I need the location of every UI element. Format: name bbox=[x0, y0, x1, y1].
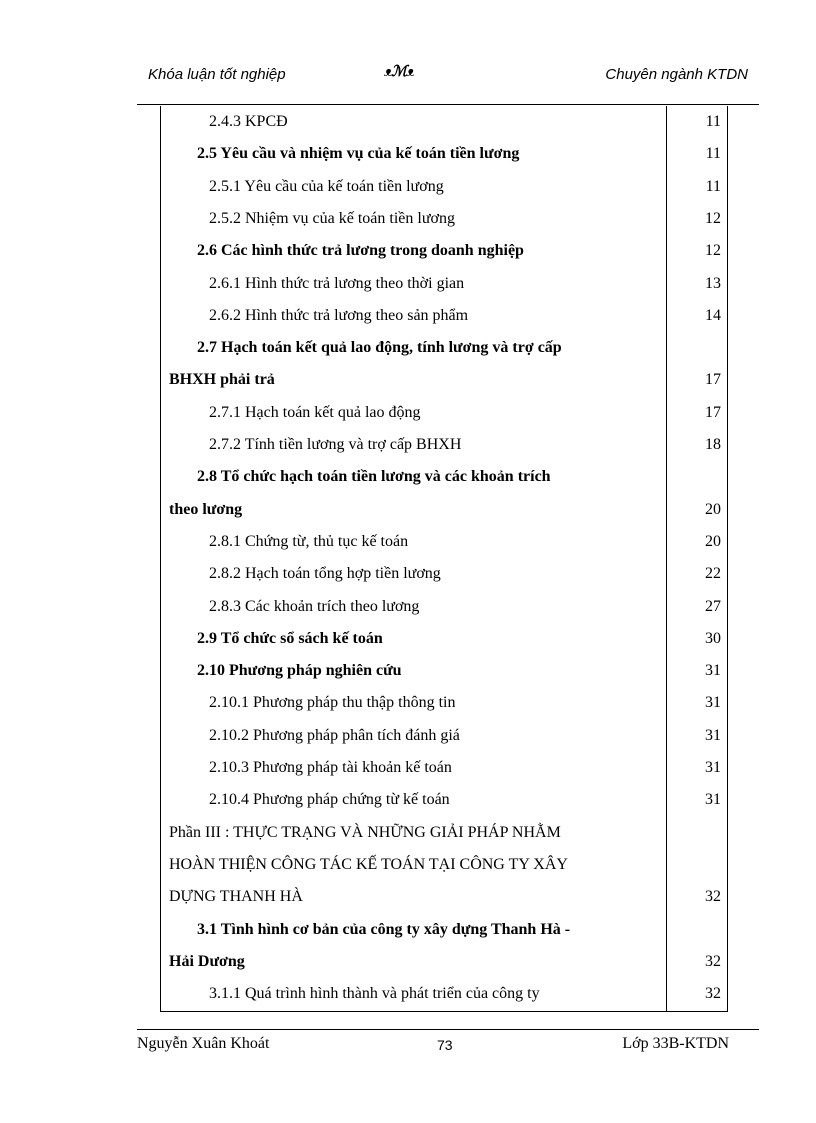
toc-row bbox=[161, 946, 727, 978]
toc-entry-text: DỰNG THANH HÀ bbox=[169, 888, 303, 906]
toc-entry-text: 2.8.3 Các khoản trích theo lương bbox=[209, 597, 420, 615]
toc-entry-text: 2.5 Yêu cầu và nhiệm vụ của kế toán tiền lương bbox=[197, 145, 520, 163]
toc-entry-text: 2.10.1 Phương pháp thu thập thông tin bbox=[209, 694, 456, 712]
toc-row bbox=[161, 558, 727, 590]
footer-rule bbox=[137, 1029, 759, 1030]
toc-entry-page: 31 bbox=[705, 662, 721, 680]
toc-row bbox=[161, 881, 727, 913]
toc-row bbox=[161, 235, 727, 267]
toc-row bbox=[161, 397, 727, 429]
toc-entry-text: 2.8.2 Hạch toán tổng hợp tiền lương bbox=[209, 565, 441, 583]
toc-row bbox=[161, 138, 727, 170]
toc-entry-text: 2.7.1 Hạch toán kết quả lao động bbox=[209, 403, 421, 421]
footer-author: Nguyễn Xuân Khoát bbox=[137, 1035, 270, 1052]
toc-entry-page: 30 bbox=[705, 629, 721, 647]
toc-entry-text: 2.6.1 Hình thức trả lương theo thời gian bbox=[209, 274, 465, 292]
header-ornament: ᴥℳᴥ bbox=[384, 64, 414, 80]
toc-row bbox=[161, 171, 727, 203]
toc-entry-text: 2.6.2 Hình thức trả lương theo sản phẩm bbox=[209, 306, 469, 324]
toc-entry-page: 31 bbox=[705, 694, 721, 712]
toc-entry-text: Hải Dương bbox=[169, 952, 245, 970]
toc-entry-page: 18 bbox=[705, 436, 721, 453]
toc-row bbox=[161, 849, 727, 881]
toc-row bbox=[161, 978, 727, 1010]
toc-entry-page: 17 bbox=[705, 371, 721, 389]
toc-entry-text: 2.7 Hạch toán kết quả lao động, tính lương và trợ cấp bbox=[197, 339, 562, 357]
toc-entry-text: 2.10 Phương pháp nghiên cứu bbox=[197, 662, 402, 680]
toc-row bbox=[161, 623, 727, 655]
toc-row bbox=[161, 494, 727, 526]
toc-row bbox=[161, 203, 727, 235]
table-of-contents bbox=[160, 106, 728, 1012]
toc-row bbox=[161, 526, 727, 558]
toc-row bbox=[161, 106, 727, 138]
toc-entry-page: 17 bbox=[705, 403, 721, 421]
toc-entry-text: 2.8 Tổ chức hạch toán tiền lương và các khoản trích bbox=[197, 468, 551, 486]
toc-entry-text: Phần III : THỰC TRẠNG VÀ NHỮNG GIẢI PHÁP NHẰM bbox=[169, 823, 561, 841]
toc-entry-page: 31 bbox=[705, 759, 721, 776]
toc-entry-page: 27 bbox=[705, 597, 721, 615]
toc-entry-text: 2.5.1 Yêu cầu của kế toán tiền lương bbox=[209, 177, 444, 195]
toc-row bbox=[161, 720, 727, 752]
toc-entry-text: 2.10.2 Phương pháp phân tích đánh giá bbox=[209, 726, 460, 744]
toc-entry-page: 32 bbox=[705, 952, 721, 970]
header-right-title: Chuyên ngành KTDN bbox=[605, 66, 748, 83]
footer-class: Lớp 33B-KTDN bbox=[622, 1035, 729, 1052]
toc-row bbox=[161, 364, 727, 396]
toc-row bbox=[161, 268, 727, 300]
toc-entry-text: 2.10.3 Phương pháp tài khoản kế toán bbox=[209, 759, 452, 776]
toc-entry-text: 3.1.1 Quá trình hình thành và phát triển của công ty bbox=[209, 985, 540, 1003]
toc-entry-page: 32 bbox=[705, 888, 721, 906]
toc-entry-page: 11 bbox=[705, 145, 721, 163]
toc-entry-text: 2.6 Các hình thức trả lương trong doanh nghiệp bbox=[197, 242, 524, 260]
toc-entry-page: 32 bbox=[705, 985, 721, 1003]
toc-entry-text: HOÀN THIỆN CÔNG TÁC KẾ TOÁN TẠI CÔNG TY XÂY bbox=[169, 855, 568, 873]
toc-row bbox=[161, 914, 727, 946]
toc-entry-page: 31 bbox=[705, 791, 721, 809]
toc-row bbox=[161, 429, 727, 461]
footer-page-number: 73 bbox=[437, 1037, 453, 1053]
toc-entry-text: 2.5.2 Nhiệm vụ của kế toán tiền lương bbox=[209, 209, 455, 227]
toc-entry-page: 13 bbox=[705, 274, 721, 292]
toc-entry-text: BHXH phải trả bbox=[169, 371, 275, 389]
toc-row bbox=[161, 752, 727, 784]
toc-entry-page: 11 bbox=[705, 113, 721, 130]
toc-entry-text: 2.7.2 Tính tiền lương và trợ cấp BHXH bbox=[209, 436, 462, 453]
toc-entry-page: 11 bbox=[705, 177, 721, 195]
toc-row bbox=[161, 817, 727, 849]
toc-entry-text: 2.10.4 Phương pháp chứng từ kế toán bbox=[209, 791, 450, 809]
toc-entry-text: theo lương bbox=[169, 500, 243, 518]
toc-row bbox=[161, 332, 727, 364]
toc-row bbox=[161, 591, 727, 623]
header-rule bbox=[137, 104, 759, 105]
toc-entry-text: 2.8.1 Chứng từ, thủ tục kế toán bbox=[209, 532, 409, 550]
toc-row bbox=[161, 655, 727, 687]
toc-entry-page: 20 bbox=[705, 500, 721, 518]
toc-entry-page: 12 bbox=[705, 242, 721, 260]
toc-entry-text: 3.1 Tình hình cơ bản của công ty xây dựng Thanh Hà - bbox=[197, 920, 571, 938]
toc-entry-text: 2.4.3 KPCĐ bbox=[209, 113, 288, 130]
toc-row bbox=[161, 300, 727, 332]
toc-entry-page: 14 bbox=[705, 306, 721, 324]
toc-entry-page: 31 bbox=[705, 726, 721, 744]
toc-entry-page: 12 bbox=[705, 209, 721, 227]
header-left-title: Khóa luận tốt nghiệp bbox=[148, 66, 286, 83]
toc-entry-page: 20 bbox=[705, 532, 721, 550]
toc-row bbox=[161, 687, 727, 719]
toc-entry-text: 2.9 Tổ chức sổ sách kế toán bbox=[197, 629, 383, 647]
toc-row bbox=[161, 784, 727, 816]
toc-row bbox=[161, 461, 727, 493]
toc-entry-page: 22 bbox=[705, 565, 721, 583]
